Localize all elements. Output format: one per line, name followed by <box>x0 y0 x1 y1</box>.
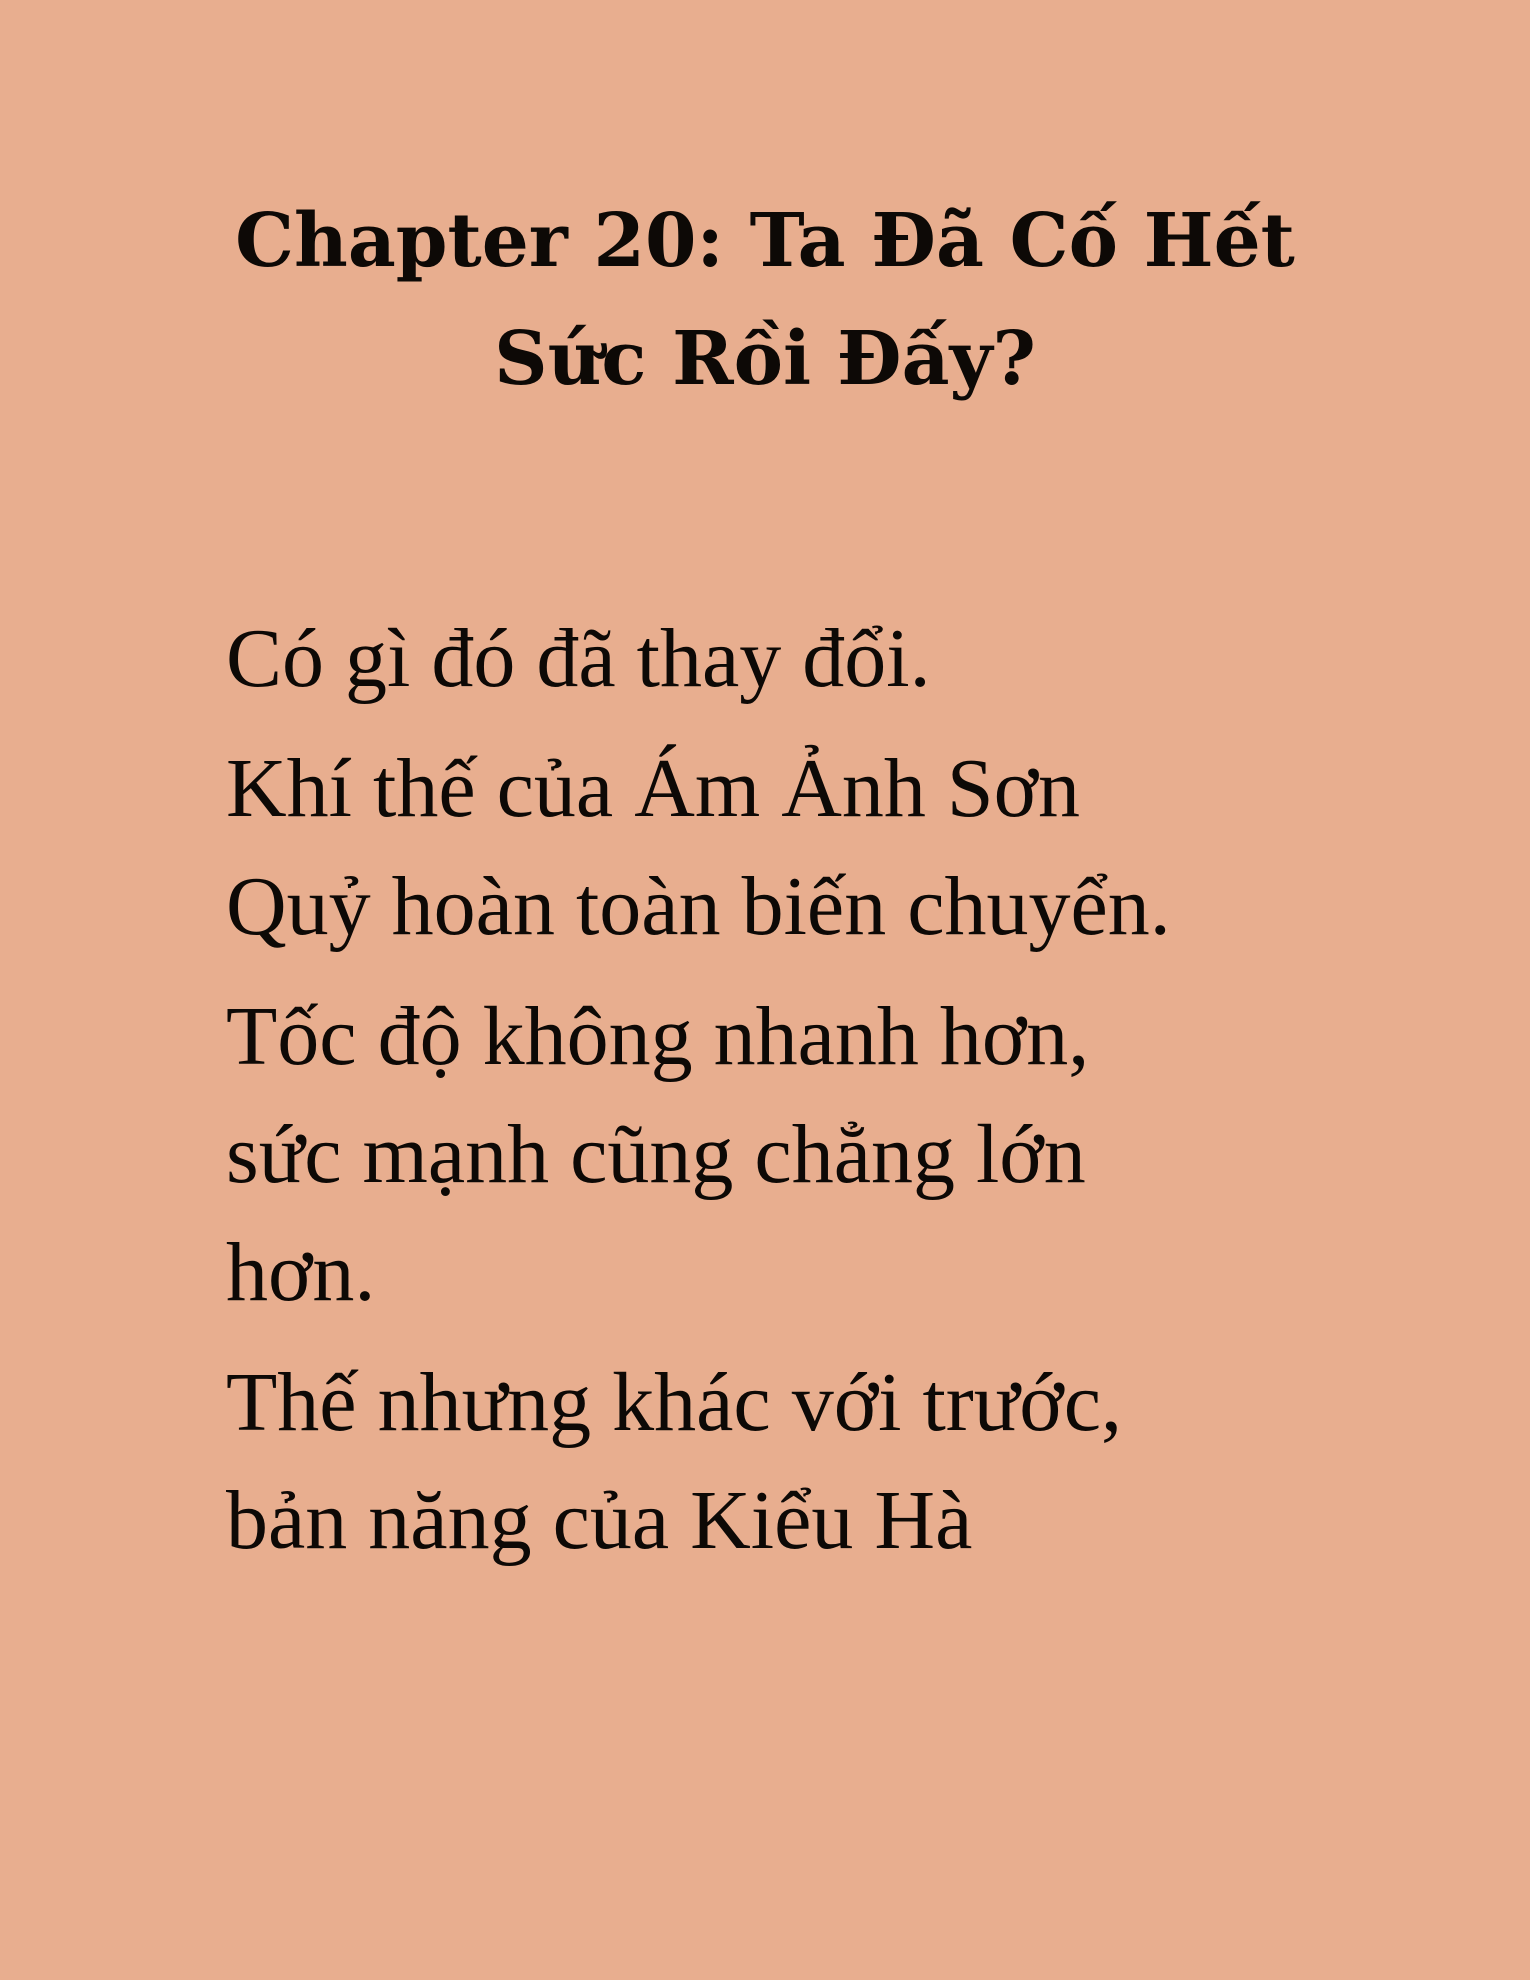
chapter-title-line: Sức Rồi Đấy? <box>494 316 1036 402</box>
paragraph <box>226 1344 1426 1580</box>
paragraph <box>226 978 1426 1332</box>
paragraph <box>226 730 1426 966</box>
text-line: sức mạnh cũng chẳng lớn <box>226 1108 1086 1201</box>
paragraph <box>226 600 1426 718</box>
chapter-title <box>0 182 1530 418</box>
text-line: Quỷ hoàn toàn biến chuyển. <box>226 860 1171 953</box>
text-line: Thế nhưng khác với trước, <box>226 1356 1122 1449</box>
text-line: hơn. <box>226 1226 376 1319</box>
text-line: Có gì đó đã thay đổi. <box>226 612 931 705</box>
text-line: bản năng của Kiểu Hà <box>226 1474 973 1567</box>
chapter-body <box>226 600 1426 1592</box>
chapter-title-line: Chapter 20: Ta Đã Cố Hết <box>235 198 1295 284</box>
text-line: Tốc độ không nhanh hơn, <box>226 990 1090 1083</box>
text-line: Khí thế của Ám Ảnh Sơn <box>226 742 1080 835</box>
